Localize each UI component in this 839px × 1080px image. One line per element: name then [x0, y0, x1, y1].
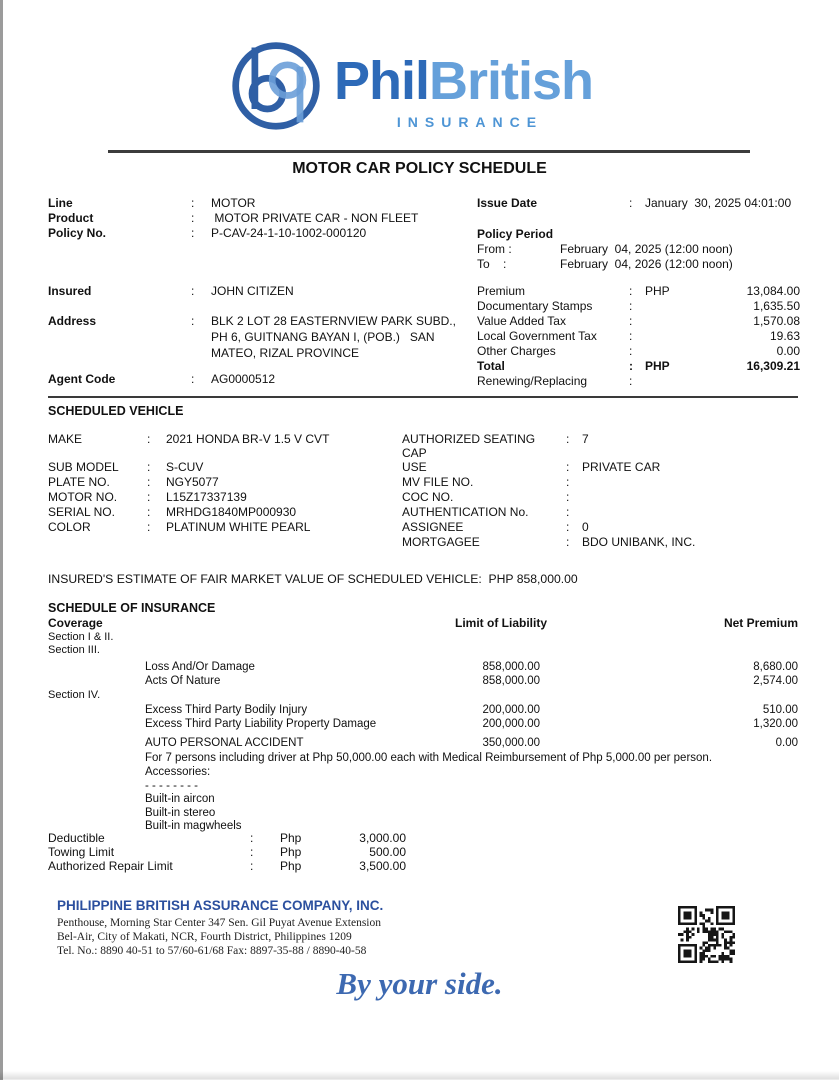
company-address-line: Bel-Air, City of Makati, NCR, Fourth District, Philippines 1209 — [57, 931, 352, 943]
accessory-row — [0, 792, 839, 806]
accessory-item: Built-in magwheels — [145, 820, 242, 832]
accessories-label-row — [0, 765, 839, 779]
issue-date-row — [0, 196, 839, 211]
schedule-heading-row — [0, 601, 839, 616]
authentication-no-label: AUTHENTICATION No. — [402, 505, 529, 519]
coc-no-label: COC NO. — [402, 490, 454, 504]
insured-value: JOHN CITIZEN — [211, 284, 294, 298]
vehicle-row — [0, 475, 839, 490]
mortgagee-label: MORTGAGEE — [402, 535, 480, 549]
assignee-label: ASSIGNEE — [402, 520, 464, 534]
charge-label: Premium — [477, 284, 526, 298]
separator: : — [191, 314, 195, 328]
policy-period-heading-row — [0, 227, 839, 242]
use-label: USE — [402, 460, 427, 474]
policy-no-label: Policy No. — [48, 226, 107, 240]
renewing-row — [0, 374, 839, 389]
accessory-item: Built-in stereo — [145, 807, 216, 819]
from-value: February 04, 2025 (12:00 noon) — [560, 242, 733, 256]
total-currency: PHP — [645, 359, 670, 373]
charge-currency: PHP — [645, 284, 670, 298]
separator: : — [629, 374, 633, 388]
authorized-repair-limit-row — [0, 859, 839, 874]
separator: : — [629, 359, 633, 373]
coverage-column-header: Coverage — [48, 616, 103, 630]
coverage-premium: 0.00 — [775, 737, 798, 749]
vehicle-row — [0, 520, 839, 535]
separator: : — [191, 196, 195, 210]
motor-no-value: L15Z17337139 — [166, 490, 247, 504]
plate-no-value: NGY5077 — [166, 475, 219, 489]
coverage-name: Excess Third Party Bodily Injury — [145, 704, 308, 716]
separator: : — [147, 490, 151, 504]
policy-period-to-row — [0, 257, 839, 272]
charge-total-row — [0, 359, 839, 374]
charge-row — [0, 299, 839, 314]
towing-limit-currency: Php — [280, 845, 302, 859]
charge-label: Local Government Tax — [477, 329, 597, 343]
agent-code-label: Agent Code — [48, 372, 116, 386]
section-label-row — [0, 643, 839, 657]
separator: : — [566, 505, 570, 519]
charge-row — [0, 314, 839, 329]
qr-code — [678, 906, 735, 963]
coverage-premium: 510.00 — [762, 704, 798, 716]
towing-limit-label: Towing Limit — [48, 845, 115, 859]
section-label-row — [0, 688, 839, 702]
charge-amount: 1,635.50 — [753, 299, 800, 313]
section-1-2-label: Section I & II. — [48, 631, 114, 643]
total-label: Total — [477, 359, 505, 373]
fair-market-value-line: INSURED'S ESTIMATE OF FAIR MARKET VALUE OF SCHEDULED VEHICLE: PHP 858,000.00 — [48, 572, 578, 586]
premium-column-header: Net Premium — [723, 616, 798, 630]
assignee-value: 0 — [582, 520, 589, 534]
separator: : — [147, 460, 151, 474]
separator: : — [566, 520, 570, 534]
coverage-name: Loss And/Or Damage — [145, 661, 255, 673]
tagline: By your side. — [336, 966, 503, 1001]
coverage-limit: 200,000.00 — [482, 704, 540, 716]
separator: : — [250, 845, 254, 859]
separator: : — [147, 432, 151, 446]
company-address-line: Penthouse, Morning Star Center 347 Sen. Gil Puyat Avenue Extension — [57, 917, 381, 929]
brand-subtitle: INSURANCE — [396, 114, 544, 130]
brand-name-part1: Phil — [334, 51, 430, 111]
accessory-row — [0, 806, 839, 820]
section-divider — [48, 396, 798, 398]
coverage-name: AUTO PERSONAL ACCIDENT — [145, 737, 304, 749]
address-line: PH 6, GUITNANG BAYAN I, (POB.) SAN — [211, 330, 435, 344]
agent-code-value: AG0000512 — [211, 372, 276, 386]
policy-period-from-row — [0, 242, 839, 257]
charge-label: Documentary Stamps — [477, 299, 593, 313]
serial-no-label: SERIAL NO. — [48, 505, 115, 519]
company-phone-line: Tel. No.: 8890 40-51 to 57/60-61/68 Fax: 8897-35-88 / 8890-40-58 — [57, 945, 367, 957]
plate-no-label: PLATE NO. — [48, 475, 110, 489]
separator: : — [629, 196, 633, 210]
line-label: Line — [48, 196, 73, 210]
policy-period-heading: Policy Period — [477, 227, 554, 241]
auto-personal-accident-row — [0, 736, 839, 750]
separator: : — [566, 432, 570, 446]
repair-limit-currency: Php — [280, 859, 302, 873]
charge-label: Value Added Tax — [477, 314, 566, 328]
separator: : — [147, 505, 151, 519]
vehicle-row — [0, 432, 839, 460]
renewing-label: Renewing/Replacing — [477, 374, 588, 388]
towing-limit-amount: 500.00 — [369, 845, 406, 859]
separator: : — [629, 299, 633, 313]
schedule-header-row — [0, 616, 839, 630]
title-rule — [108, 150, 750, 153]
seating-cap-label: AUTHORIZED SEATING CAP — [402, 432, 536, 460]
sub-model-label: SUB MODEL — [48, 460, 119, 474]
section-label-row — [0, 630, 839, 644]
accessories-divider-row — [0, 779, 839, 793]
address-line: MATEO, RIZAL PROVINCE — [211, 346, 360, 360]
apa-note-row — [0, 751, 839, 765]
coverage-row — [0, 674, 839, 688]
seating-cap-value: 7 — [582, 432, 589, 446]
separator: : — [191, 226, 195, 240]
motor-no-label: MOTOR NO. — [48, 490, 118, 504]
brand-wordmark — [334, 51, 594, 111]
limit-column-header: Limit of Liability — [455, 616, 547, 630]
deductible-currency: Php — [280, 831, 302, 845]
from-label: From : — [477, 242, 512, 256]
coverage-premium: 2,574.00 — [753, 675, 798, 687]
coverage-name: Acts Of Nature — [145, 675, 221, 687]
use-value: PRIVATE CAR — [582, 460, 661, 474]
separator: : — [629, 284, 633, 298]
serial-no-value: MRHDG1840MP000930 — [166, 505, 297, 519]
section-4-label: Section IV. — [48, 689, 101, 701]
separator: : — [629, 329, 633, 343]
to-label: To : — [477, 257, 507, 271]
coverage-row — [0, 703, 839, 717]
to-value: February 04, 2026 (12:00 noon) — [560, 257, 733, 271]
make-value: 2021 HONDA BR-V 1.5 V CVT — [166, 432, 330, 446]
deductible-label: Deductible — [48, 831, 105, 845]
separator: : — [147, 475, 151, 489]
deductible-row — [0, 831, 839, 846]
schedule-heading: SCHEDULE OF INSURANCE — [48, 601, 216, 615]
total-amount: 16,309.21 — [746, 359, 800, 373]
coverage-limit: 858,000.00 — [482, 661, 540, 673]
issue-date-label: Issue Date — [477, 196, 538, 210]
charge-label: Other Charges — [477, 344, 556, 358]
policy-no-value: P-CAV-24-1-10-1002-000120 — [211, 226, 367, 240]
vehicle-row — [0, 535, 839, 550]
coverage-row — [0, 717, 839, 731]
scheduled-vehicle-heading: SCHEDULED VEHICLE — [48, 404, 184, 418]
charge-row — [0, 329, 839, 344]
address-label: Address — [48, 314, 97, 328]
charge-amount: 1,570.08 — [753, 314, 800, 328]
color-value: PLATINUM WHITE PEARL — [166, 520, 311, 534]
separator: : — [629, 314, 633, 328]
charge-row — [0, 284, 839, 299]
charge-amount: 13,084.00 — [746, 284, 800, 298]
scheduled-vehicle-heading-row — [0, 404, 839, 419]
mv-file-no-label: MV FILE NO. — [402, 475, 474, 489]
line-value: MOTOR — [211, 196, 256, 210]
pb-logo-icon — [228, 36, 324, 132]
coverage-limit: 350,000.00 — [482, 737, 540, 749]
product-value: MOTOR PRIVATE CAR - NON FLEET — [211, 211, 419, 225]
accessory-item: Built-in aircon — [145, 793, 215, 805]
charge-row — [0, 344, 839, 359]
separator: : — [191, 211, 195, 225]
separator: : — [566, 475, 570, 489]
page-bottom-edge — [0, 1071, 839, 1080]
charge-amount: 19.63 — [769, 329, 800, 343]
charge-amount: 0.00 — [776, 344, 800, 358]
color-label: COLOR — [48, 520, 91, 534]
separator: : — [566, 535, 570, 549]
towing-limit-row — [0, 845, 839, 860]
separator: : — [566, 490, 570, 504]
separator: : — [191, 372, 195, 386]
sub-model-value: S-CUV — [166, 460, 204, 474]
vehicle-row — [0, 460, 839, 475]
page-title: MOTOR CAR POLICY SCHEDULE — [292, 160, 547, 177]
address-line: BLK 2 LOT 28 EASTERNVIEW PARK SUBD., — [211, 314, 456, 328]
repair-limit-label: Authorized Repair Limit — [48, 859, 173, 873]
issue-date-value: January 30, 2025 04:01:00 — [645, 196, 792, 210]
apa-note: For 7 persons including driver at Php 50,000.00 each with Medical Reimbursement of Php 5,000.00 per person. — [145, 752, 713, 764]
accessories-label: Accessories: — [145, 766, 211, 778]
insured-label: Insured — [48, 284, 92, 298]
policy-product-row — [0, 211, 839, 226]
deductible-amount: 3,000.00 — [359, 831, 406, 845]
product-label: Product — [48, 211, 94, 225]
separator: : — [147, 520, 151, 534]
separator: : — [566, 460, 570, 474]
coverage-row — [0, 660, 839, 674]
vehicle-row — [0, 505, 839, 520]
coverage-premium: 8,680.00 — [753, 661, 798, 673]
brand-name-part2: British — [429, 51, 594, 111]
vehicle-row — [0, 490, 839, 505]
repair-limit-amount: 3,500.00 — [359, 859, 406, 873]
section-3-label: Section III. — [48, 644, 100, 656]
accessories-divider: - - - - - - - - — [145, 780, 199, 792]
separator: : — [250, 831, 254, 845]
mortgagee-value: BDO UNIBANK, INC. — [582, 535, 696, 549]
separator: : — [250, 859, 254, 873]
separator: : — [629, 344, 633, 358]
separator: : — [191, 284, 195, 298]
coverage-premium: 1,320.00 — [753, 718, 798, 730]
coverage-name: Excess Third Party Liability Property Damage — [145, 718, 377, 730]
make-label: MAKE — [48, 432, 83, 446]
coverage-limit: 858,000.00 — [482, 675, 540, 687]
coverage-limit: 200,000.00 — [482, 718, 540, 730]
company-name: PHILIPPINE BRITISH ASSURANCE COMPANY, INC. — [57, 898, 384, 913]
